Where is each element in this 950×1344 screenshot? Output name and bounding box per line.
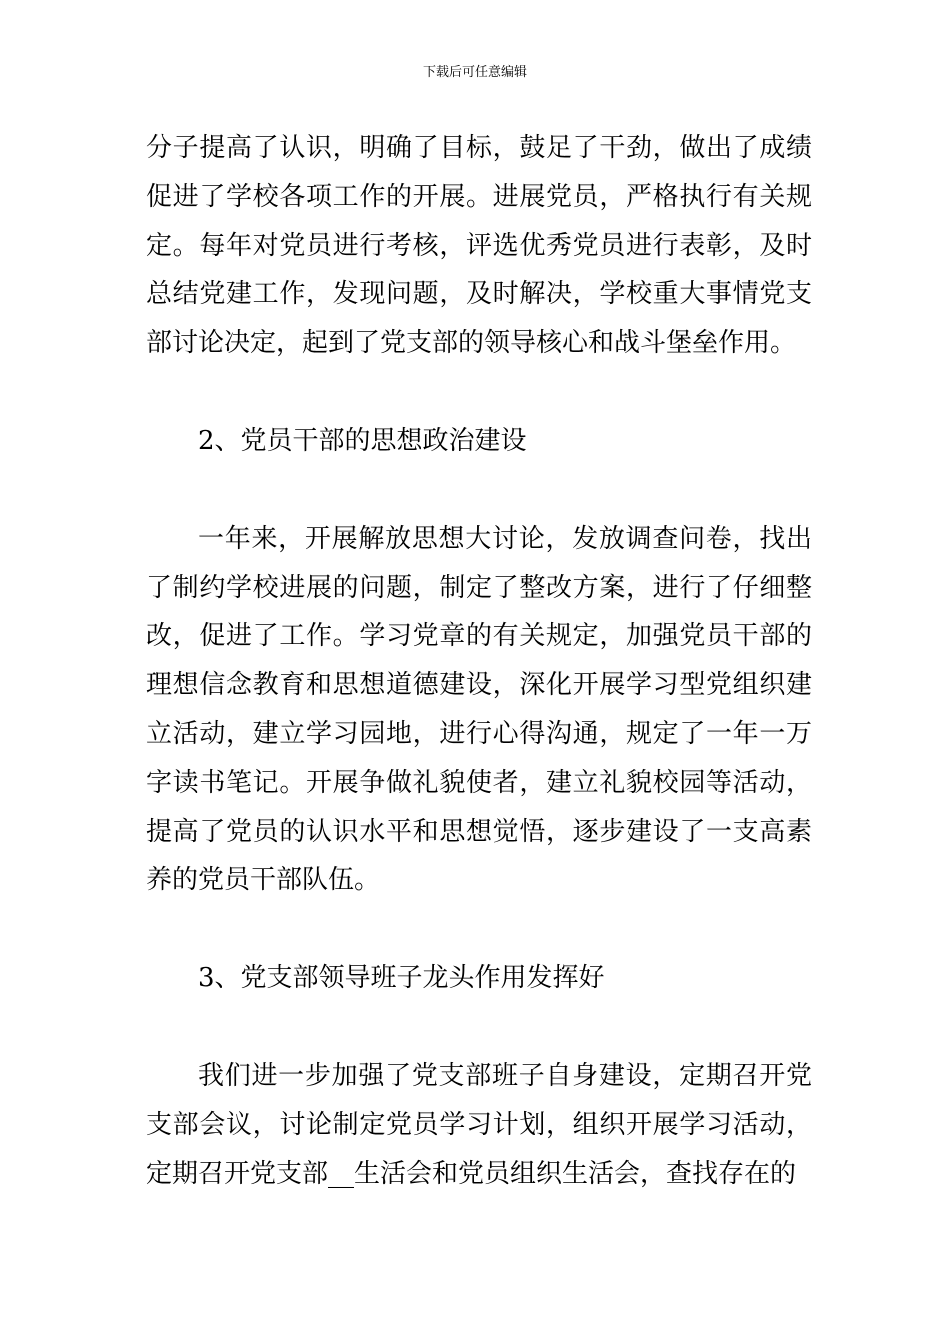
paragraph-section-2: 一年来，开展解放思想大讨论，发放调查问卷，找出了制约学校进展的问题，制定了整改方案，进行了仔细整改，促进了工作。学习党章的有关规定，加强党员干部的理想信念教育和思想道德建设，深化开展学习型党组织建立活动，建立学习园地，进行心得沟通，规定了一年一万字读书笔记。开展争做礼貌使者，建立礼貌校园等活动，提高了党员的认识水平和思想觉悟，逐步建设了一支高素养的党员干部队伍。 <box>146 523 812 896</box>
paragraph-continuation: 分子提高了认识，明确了目标，鼓足了干劲，做出了成绩促进了学校各项工作的开展。进展党员，严格执行有关规定。每年对党员进行考核，评选优秀党员进行表彰，及时总结党建工作，发现问题，及时解决，学校重大事情党支部讨论决定，起到了党支部的领导核心和战斗堡垒作用。 <box>146 133 812 359</box>
document-body <box>146 124 812 1198</box>
page-header-note: 下载后可任意编辑 <box>422 65 527 80</box>
section-heading-3: 3、党支部领导班子龙头作用发挥好 <box>198 963 605 994</box>
section-heading-2: 2、党员干部的思想政治建设 <box>198 425 527 456</box>
paragraph-section-3: 我们进一步加强了党支部班子自身建设，定期召开党支部会议，讨论制定党员学习计划，组织开展学习活动，定期召开党支部__生活会和党员组织生活会，查找存在的 <box>146 1060 812 1189</box>
